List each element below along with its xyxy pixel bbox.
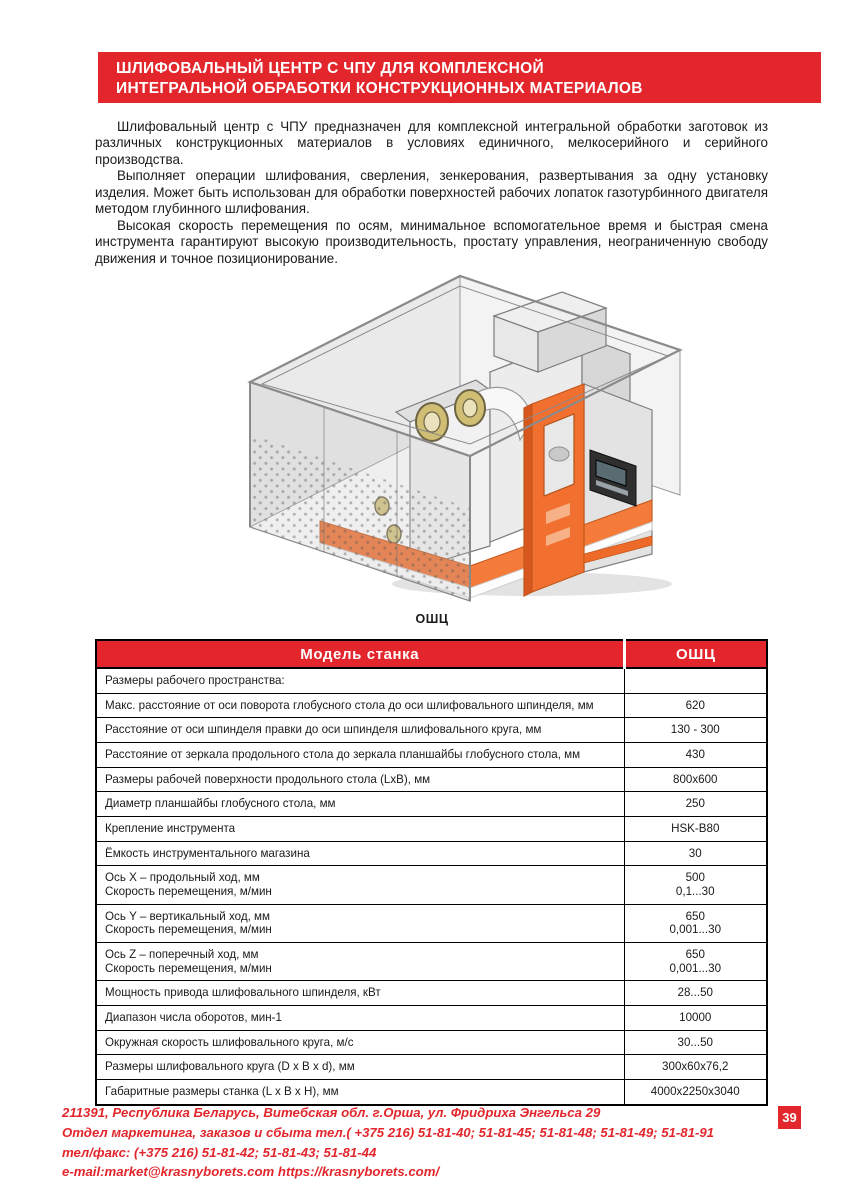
table-row <box>96 866 767 904</box>
intro-paragraph-1: Шлифовальный центр с ЧПУ предназначен для комплексной интегральной обработки заготовок из различных конструкционных материалов в условиях единичного, мелкосерийного и серийного производства. <box>95 119 768 167</box>
table-row <box>96 792 767 817</box>
spec-value-line2: 0,1...30 <box>675 885 715 899</box>
spec-value-line2: 0,001...30 <box>669 961 722 975</box>
page-title-banner <box>98 52 821 103</box>
spec-param: Ёмкость инструментального магазина <box>105 846 310 860</box>
spec-value: 30...50 <box>677 1035 713 1049</box>
spec-param: Габаритные размеры станка (L x B x H), мм <box>105 1085 339 1099</box>
spec-param: Макс. расстояние от оси поворота глобусного стола до оси шлифовального шпинделя, мм <box>105 698 594 712</box>
table-row <box>96 743 767 768</box>
table-row <box>96 1030 767 1055</box>
contact-line: e-mail:market@krasnyborets.com https://krasnyborets.com/ <box>62 1164 440 1180</box>
spec-value: 650 <box>685 909 705 923</box>
spec-param: Ось Y – вертикальный ход, мм <box>105 909 270 923</box>
spec-value: 130 - 300 <box>670 723 720 737</box>
spec-value: 30 <box>688 846 702 860</box>
table-row <box>96 904 767 942</box>
table-row <box>96 1055 767 1080</box>
table-row <box>96 981 767 1006</box>
spec-value: 28...50 <box>677 986 713 1000</box>
spec-value: 10000 <box>679 1011 712 1025</box>
spec-table-header-model: Модель станка <box>96 640 624 668</box>
spec-value: 4000x2250x3040 <box>650 1085 740 1099</box>
spec-table-header-row <box>96 640 767 668</box>
spec-param: Мощность привода шлифовального шпинделя, кВт <box>105 986 381 1000</box>
table-row <box>96 1006 767 1031</box>
spec-param: Диапазон числа оборотов, мин-1 <box>105 1011 282 1025</box>
page-title-line2: ИНТЕГРАЛЬНОЙ ОБРАБОТКИ КОНСТРУКЦИОННЫХ МАТЕРИАЛОВ <box>116 80 643 98</box>
contact-line: Отдел маркетинга, заказов и сбыта тел.( +375 216) 51-81-40; 51-81-45; 51-81-48; 51-81-49; 51-81-91 <box>62 1124 715 1140</box>
spec-param: Диаметр планшайбы глобусного стола, мм <box>105 797 336 811</box>
spec-value: 250 <box>685 797 705 811</box>
spec-param: Ось X – продольный ход, мм <box>105 871 260 885</box>
figure-caption: ОШЦ <box>415 612 449 626</box>
page-number-badge: 39 <box>778 1106 801 1129</box>
table-row <box>96 817 767 842</box>
contact-footer <box>62 1103 767 1182</box>
spec-param-line2: Скорость перемещения, м/мин <box>105 923 272 937</box>
table-row <box>96 1080 767 1105</box>
spec-value: 650 <box>685 948 705 962</box>
table-row <box>96 767 767 792</box>
intro-paragraph-2: Выполняет операции шлифования, сверления, зенкерования, развертывания за одну установку изделия. Может быть использован для обработки поверхностей рабочих лопаток газотурбинного двигателя методом глубинного шлифования. <box>95 168 768 217</box>
spec-value: HSK-B80 <box>671 822 720 836</box>
spec-param: Расстояние от зеркала продольного стола до зеркала планшайбы глобусного стола, мм <box>105 748 581 762</box>
spec-param: Расстояние от оси шпинделя правки до оси шпинделя шлифовального круга, мм <box>105 723 542 737</box>
spec-param: Ось Z – поперечный ход, мм <box>105 948 259 962</box>
spec-param: Окружная скорость шлифовального круга, м/с <box>105 1035 354 1049</box>
spec-table-body <box>96 668 767 1105</box>
spec-table <box>95 639 768 1106</box>
table-row <box>96 693 767 718</box>
table-row <box>96 718 767 743</box>
contact-line: тел/факс: (+375 216) 51-81-42; 51-81-43; 51-81-44 <box>62 1144 377 1160</box>
contact-line: 211391, Республика Беларусь, Витебская обл. г.Орша, ул. Фридриха Энгельса 29 <box>62 1105 601 1120</box>
spec-param: Размеры рабочей поверхности продольного стола (LxB), мм <box>105 772 431 786</box>
spec-value-line2: 0,001...30 <box>669 923 722 937</box>
machine-illustration <box>232 254 690 610</box>
page-title-line1: ШЛИФОВАЛЬНЫЙ ЦЕНТР С ЧПУ ДЛЯ КОМПЛЕКСНОЙ <box>116 60 544 77</box>
spec-table-header-oshc: ОШЦ <box>624 640 767 668</box>
spec-param: Размеры шлифовального круга (D x B x d), мм <box>105 1060 355 1074</box>
spec-value: 800x600 <box>673 772 718 786</box>
spec-param: Размеры рабочего пространства: <box>105 674 285 687</box>
spec-value: 300x60x76,2 <box>662 1060 729 1074</box>
spec-param-line2: Скорость перемещения, м/мин <box>105 961 272 975</box>
spec-value: 500 <box>685 871 705 885</box>
spec-param: Крепление инструмента <box>105 822 236 836</box>
spec-param-line2: Скорость перемещения, м/мин <box>105 885 272 899</box>
intro-paragraph-3: Высокая скорость перемещения по осям, минимальное вспомогательное время и быстрая смена инструмента гарантируют высокую производительность, простату управления, неограниченную свободу движения и точное позиционирование. <box>95 217 768 266</box>
spec-value: 430 <box>685 748 705 762</box>
intro-text <box>95 119 768 267</box>
table-row <box>96 841 767 866</box>
spec-value: 620 <box>685 698 705 712</box>
table-row <box>96 943 767 981</box>
machine-cad-drawing <box>232 254 690 610</box>
table-row <box>96 668 767 693</box>
